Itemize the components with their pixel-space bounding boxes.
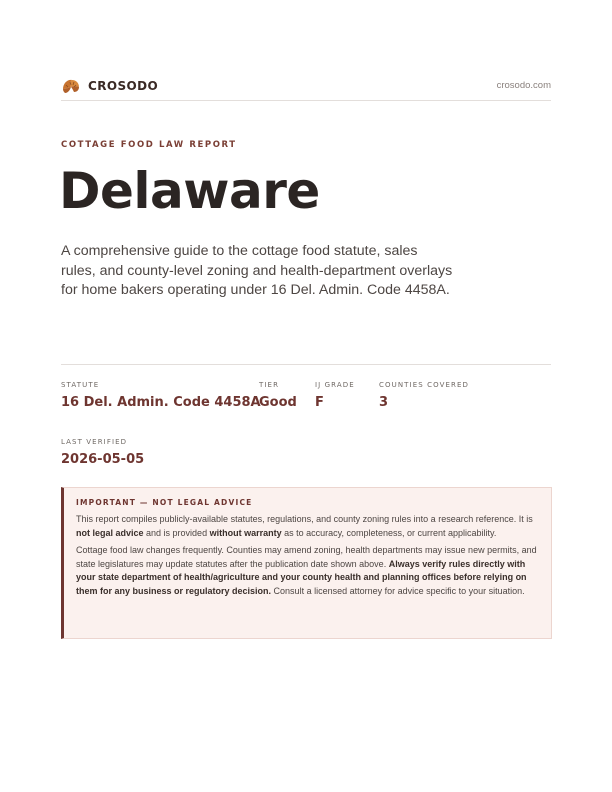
- stat-statute: [61, 381, 261, 410]
- stat-value: F: [315, 395, 324, 410]
- stat-ij-grade: [315, 381, 355, 410]
- disclaimer-text: Consult a licensed attorney for advice specific to your situation.: [271, 585, 525, 596]
- header-divider: [61, 100, 551, 101]
- section-divider: [61, 364, 551, 365]
- stat-value: 2026-05-05: [61, 452, 145, 467]
- stat-last-verified: [61, 438, 144, 467]
- stat-counties: [379, 381, 469, 410]
- stat-value: Good: [259, 395, 297, 410]
- croissant-icon: [61, 76, 81, 96]
- stat-label: STATUTE: [61, 381, 100, 389]
- stat-label: IJ GRADE: [315, 381, 355, 389]
- disclaimer-emphasis: not legal advice: [76, 527, 144, 538]
- brand-name: CROSODO: [88, 79, 159, 93]
- disclaimer-paragraph: [76, 513, 538, 540]
- disclaimer-emphasis: without warranty: [209, 527, 282, 538]
- stat-value: 16 Del. Admin. Code 4458A: [61, 395, 261, 410]
- disclaimer-text: and is provided: [143, 527, 210, 538]
- legal-disclaimer: [61, 487, 552, 639]
- disclaimer-text: as to accuracy, completeness, or current applicability.: [281, 527, 497, 538]
- report-eyebrow: COTTAGE FOOD LAW REPORT: [61, 140, 237, 150]
- disclaimer-text: This report compiles publicly-available statutes, regulations, and county zoning rules into a research reference. It is: [76, 514, 533, 524]
- page-header: [61, 76, 551, 96]
- page-title: Delaware: [59, 162, 320, 220]
- site-domain[interactable]: crosodo.com: [496, 80, 551, 91]
- stat-label: TIER: [259, 381, 280, 389]
- report-summary: A comprehensive guide to the cottage food statute, sales rules, and county-level zoning and health-department overlays for home bakers operating under 16 Del. Admin. Code 4458A.: [61, 243, 453, 298]
- disclaimer-text: Cottage food law changes frequently. Counties may amend zoning, health departments may issue new permits, and state legislatures may update statutes after the publication date shown above.: [76, 545, 537, 569]
- disclaimer-emphasis: Always verify rules directly with your state department of health/agriculture and your county health and planning offices before relying on them for any business or regulatory decision.: [76, 558, 527, 596]
- stat-tier: [259, 381, 297, 410]
- stat-value: 3: [379, 395, 389, 410]
- brand[interactable]: [61, 76, 158, 96]
- disclaimer-title: IMPORTANT — NOT LEGAL ADVICE: [76, 498, 253, 507]
- disclaimer-paragraph: [76, 544, 538, 598]
- stat-label: COUNTIES COVERED: [379, 381, 469, 389]
- stat-label: LAST VERIFIED: [61, 438, 128, 446]
